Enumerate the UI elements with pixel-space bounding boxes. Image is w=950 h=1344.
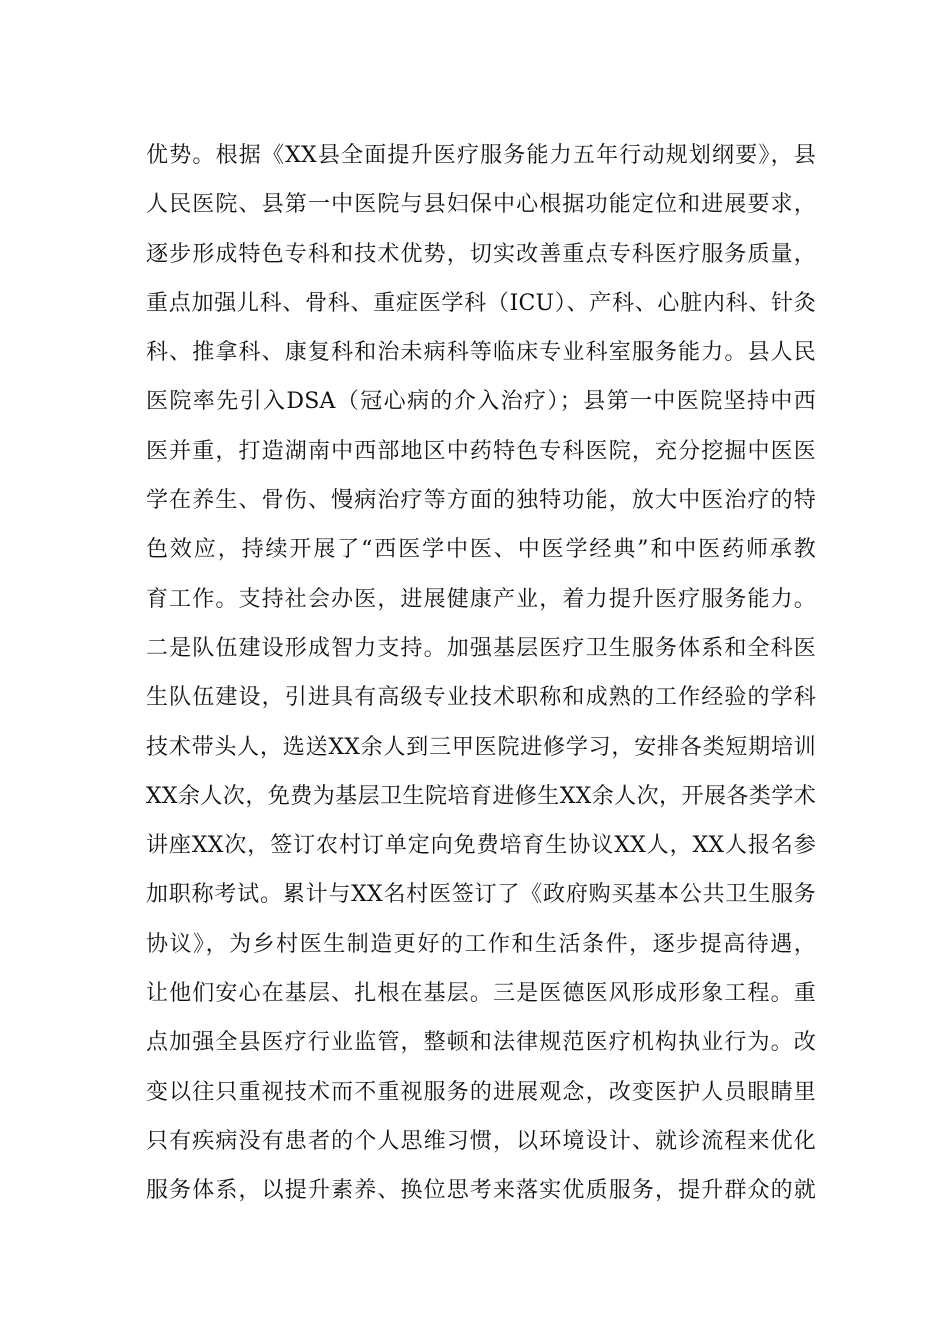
- text-line: 服务体系，以提升素养、换位思考来落实优质服务，提升群众的就: [146, 1178, 816, 1204]
- text-line: 医院率先引入DSA（冠心病的介入治疗）；县第一中医院坚持中西: [146, 389, 816, 415]
- text-line: 医并重，打造湖南中西部地区中药特色专科医院，充分挖掘中医医: [146, 438, 816, 464]
- text-line: 讲座XX次，签订农村订单定向免费培育生协议XX人，XX人报名参: [146, 833, 816, 859]
- text-line: 学在养生、骨伤、慢病治疗等方面的独特功能，放大中医治疗的特: [146, 488, 816, 514]
- text-line: 二是队伍建设形成智力支持。加强基层医疗卫生服务体系和全科医: [146, 635, 816, 661]
- text-line: 生队伍建设，引进具有高级专业技术职称和成熟的工作经验的学科: [146, 685, 816, 711]
- text-line: 只有疾病没有患者的个人思维习惯，以环境设计、就诊流程来优化: [146, 1128, 816, 1154]
- body-text: [146, 131, 816, 1216]
- text-line: 让他们安心在基层、扎根在基层。三是医德医风形成形象工程。重: [146, 981, 816, 1007]
- text-line: 育工作。支持社会办医，进展健康产业，着力提升医疗服务能力。: [146, 586, 816, 612]
- text-line: 点加强全县医疗行业监管，整顿和法律规范医疗机构执业行为。改: [146, 1030, 816, 1056]
- text-line: 技术带头人，选送XX余人到三甲医院进修学习，安排各类短期培训: [146, 734, 816, 760]
- text-line: 优势。根据《XX县全面提升医疗服务能力五年行动规划纲要》，县: [146, 143, 816, 168]
- text-line: 逐步形成特色专科和技术优势，切实改善重点专科医疗服务质量，: [146, 241, 816, 267]
- text-line: 变以往只重视技术而不重视服务的进展观念，改变医护人员眼睛里: [146, 1079, 816, 1105]
- text-line: 重点加强儿科、骨科、重症医学科（ICU）、产科、心脏内科、针灸: [146, 290, 816, 316]
- text-line: 加职称考试。累计与XX名村医签订了《政府购买基本公共卫生服务: [146, 882, 816, 908]
- text-line: XX余人次，免费为基层卫生院培育进修生XX余人次，开展各类学术: [146, 783, 816, 809]
- text-line: 人民医院、县第一中医院与县妇保中心根据功能定位和进展要求，: [146, 192, 816, 218]
- text-line: 协议》，为乡村医生制造更好的工作和生活条件，逐步提高待遇，: [146, 931, 816, 957]
- text-line: 色效应，持续开展了“西医学中医、中医学经典”和中医药师承教: [146, 537, 816, 563]
- text-line: 科、推拿科、康复科和治未病科等临床专业科室服务能力。县人民: [146, 340, 816, 366]
